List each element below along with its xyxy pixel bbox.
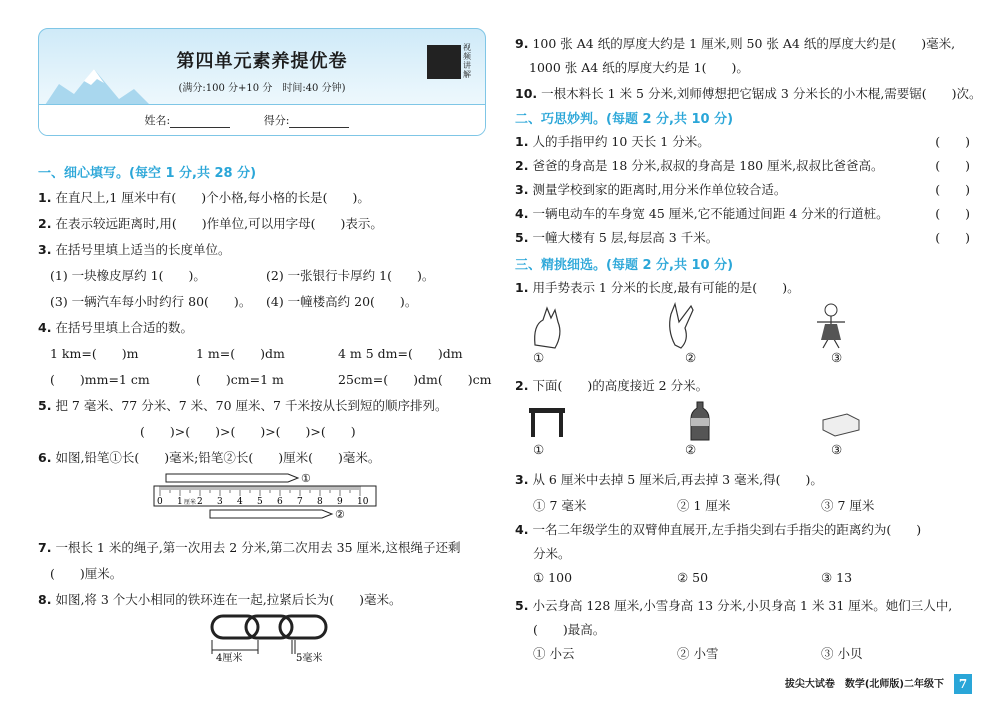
question-5 [38,396,447,414]
question-number: 1. [38,190,52,205]
ruler-tick-label: 10 [357,497,369,507]
question-text: 100 张 A4 纸的厚度大约是 1 厘米,则 50 张 A4 纸的厚度大约是( )毫米, [532,36,956,51]
question-number: 5. [515,230,529,245]
answer-paren[interactable]: ( ) [935,230,970,245]
pencil-1-label: ① [301,472,311,485]
question-9 [515,34,955,52]
judge-1 [515,132,970,150]
name-label: 姓名: [144,114,171,127]
question-text: 如图,将 3 个大小相同的铁环连在一起,拉紧后长为( )毫米。 [55,592,402,607]
q4-item-1: 1 km=( )m [50,346,139,361]
question-7 [38,538,461,556]
question-text: 在直尺上,1 厘米中有( )个小格,每小格的长是( )。 [55,190,370,205]
q3-item-2: (2) 一张银行卡厚约 1( )。 [266,268,435,283]
choice-2 [515,376,708,394]
question-number: 2. [38,216,52,231]
question-3 [38,240,230,258]
q4-item-4: ( )mm=1 cm [50,372,150,387]
question-number: 3. [515,472,529,487]
ring-thickness-label: 5毫米 [296,653,323,662]
question-text: 人的手指甲约 10 天长 1 分米。 [532,134,710,149]
choice-1 [515,278,800,296]
c4-option-2[interactable]: ② 50 [677,570,709,585]
c4-option-1[interactable]: ① 100 [533,570,573,585]
hand-gesture-1-icon [535,308,560,348]
girl-head-icon [825,304,837,316]
section-1-title: 一、细心填写。(每空 1 分,共 28 分) [38,166,257,181]
answer-paren[interactable]: ( ) [935,134,970,149]
ruler-tick-label: 7 [297,497,303,507]
question-text: 从 6 厘米中去掉 5 厘米后,再去掉 3 毫米,得( )。 [532,472,823,487]
question-number: 1. [515,134,529,149]
section-2-title: 二、巧思妙判。(每题 2 分,共 10 分) [515,112,734,127]
question-text: 在括号里填上适当的长度单位。 [55,242,231,257]
question-10 [515,84,982,102]
question-6 [38,448,380,466]
qr-code-icon[interactable] [427,45,461,79]
pencil-1 [166,474,298,482]
score-label: 得分: [263,114,290,127]
question-text: 用手势表示 1 分米的长度,最有可能的是( )。 [532,280,800,295]
pencil-2 [210,510,332,518]
question-text: 一名二年级学生的双臂伸直展开,左手指尖到右手指尖的距离约为( ) [532,522,922,537]
question-number: 8. [38,592,52,607]
q5-answer-slots: ( )>( )>( )>( )>( ) [140,424,356,439]
qr-label: 视频讲解 [463,43,471,79]
question-text: 小云身高 128 厘米,小雪身高 13 分米,小贝身高 1 米 31 厘米。她们三人中, [532,598,953,613]
hand-gesture-2-icon [670,304,693,348]
c1-option-1[interactable]: ① [533,350,545,365]
c2-option-1[interactable]: ① [533,442,545,457]
ruler-tick-label: 2 [197,497,203,507]
question-text: 在括号里填上合适的数。 [55,320,193,335]
question-text: 一根木料长 1 米 5 分米,刘师傅想把它锯成 3 分米长的小木棍,需要锯( )次。 [541,86,982,101]
girl-dress-icon [821,324,841,340]
q3-item-1: (1) 一块橡皮厚约 1( )。 [50,268,206,283]
page-title: 第四单元素养提优卷 [176,51,348,72]
q4-item-5: ( )cm=1 m [196,372,284,387]
pencil-2-label: ② [335,508,345,521]
question-text: 一根长 1 米的绳子,第一次用去 2 分米,第二次用去 35 厘米,这根绳子还剩 [55,540,461,555]
ruler-tick-label: 9 [337,497,343,507]
ruler-tick-label: 1 [177,497,183,507]
ruler-figure [150,468,390,524]
ruler-tick-label: 4 [237,497,243,507]
c5-option-2[interactable]: ② 小雪 [677,646,719,661]
chain-rings-figure [200,610,340,662]
object-figures [525,400,885,444]
ring-length-label: 4厘米 [216,653,243,662]
question-number: 1. [515,280,529,295]
c1-option-2[interactable]: ② [685,350,697,365]
question-4 [38,318,193,336]
question-number: 3. [38,242,52,257]
question-text: 把 7 毫米、77 分米、7 米、70 厘米、7 千米按从长到短的顺序排列。 [55,398,448,413]
page-number: 7 [954,674,972,694]
c1-option-3[interactable]: ③ [831,350,843,365]
question-number: 4. [515,206,529,221]
exam-subtitle: (满分:100 分+10 分 时间:40 分钟) [178,83,346,94]
name-field[interactable] [170,116,230,128]
footer-brand: 拔尖大试卷 数学(北师版)二年级下 [784,679,944,690]
judge-5 [515,228,970,246]
ruler-tick-label: 0 [157,497,163,507]
answer-paren[interactable]: ( ) [935,158,970,173]
question-number: 2. [515,158,529,173]
student-fields [39,112,485,128]
eraser-icon [823,414,859,436]
c3-option-3[interactable]: ③ 7 厘米 [821,498,875,513]
q3-item-4: (4) 一幢楼高约 20( )。 [266,294,418,309]
answer-paren[interactable]: ( ) [935,206,970,221]
question-number: 4. [515,522,529,537]
q3-item-3: (3) 一辆汽车每小时约行 80( )。 [50,294,252,309]
question-2 [38,214,383,232]
q7-line-2: ( )厘米。 [50,566,123,581]
ruler-unit-label: 厘米 [184,499,197,506]
ruler-tick-label: 3 [217,497,223,507]
c2-option-2[interactable]: ② [685,442,697,457]
choice-4 [515,520,921,538]
question-text: 在表示较远距离时,用( )作单位,可以用字母( )表示。 [55,216,383,231]
question-text: 下面( )的高度接近 2 分米。 [532,378,709,393]
ruler-tick-label: 6 [277,497,283,507]
question-number: 7. [38,540,52,555]
q4-item-2: 1 m=( )dm [196,346,285,361]
judge-3 [515,180,970,198]
choice-5 [515,596,952,614]
question-text: 如图,铅笔①长( )毫米;铅笔②长( )厘米( )毫米。 [55,450,381,465]
question-number: 6. [38,450,52,465]
question-text: 一辆电动车的车身宽 45 厘米,它不能通过间距 4 分米的行道桩。 [532,206,889,221]
q4-item-3: 4 m 5 dm=( )dm [338,346,463,361]
question-text: 测量学校到家的距离时,用分米作单位较合适。 [532,182,787,197]
table-icon [529,408,565,413]
question-number: 10. [515,86,538,101]
ruler-tick-label: 5 [257,497,263,507]
left-column [30,28,492,662]
question-number: 3. [515,182,529,197]
c5-option-1[interactable]: ① 小云 [533,646,575,661]
exam-header [38,28,486,136]
c3-option-1[interactable]: ① 7 毫米 [533,498,587,513]
question-number: 5. [38,398,52,413]
score-field[interactable] [289,116,349,128]
choice-3 [515,470,823,488]
question-number: 4. [38,320,52,335]
ruler-tick-label: 8 [317,497,323,507]
section-3-title: 三、精挑细选。(每题 2 分,共 10 分) [515,258,734,273]
c3-option-2[interactable]: ② 1 厘米 [677,498,731,513]
question-1 [38,188,370,206]
c5-line-2: ( )最高。 [533,622,606,637]
question-number: 5. [515,598,529,613]
judge-2 [515,156,970,174]
c4-line-2: 分米。 [533,546,571,561]
q4-item-6: 25cm=( )dm( )cm [338,372,492,387]
c5-option-3[interactable]: ③ 小贝 [821,646,863,661]
q9-line-2: 1000 张 A4 纸的厚度大约是 1( )。 [529,60,749,75]
question-number: 2. [515,378,529,393]
question-text: 一幢大楼有 5 层,每层高 3 千米。 [532,230,719,245]
question-number: 9. [515,36,529,51]
question-8 [38,590,402,608]
judge-4 [515,204,970,222]
answer-paren[interactable]: ( ) [935,182,970,197]
c2-option-3[interactable]: ③ [831,442,843,457]
question-text: 爸爸的身高是 18 分米,叔叔的身高是 180 厘米,叔叔比爸爸高。 [532,158,884,173]
c4-option-3[interactable]: ③ 13 [821,570,853,585]
